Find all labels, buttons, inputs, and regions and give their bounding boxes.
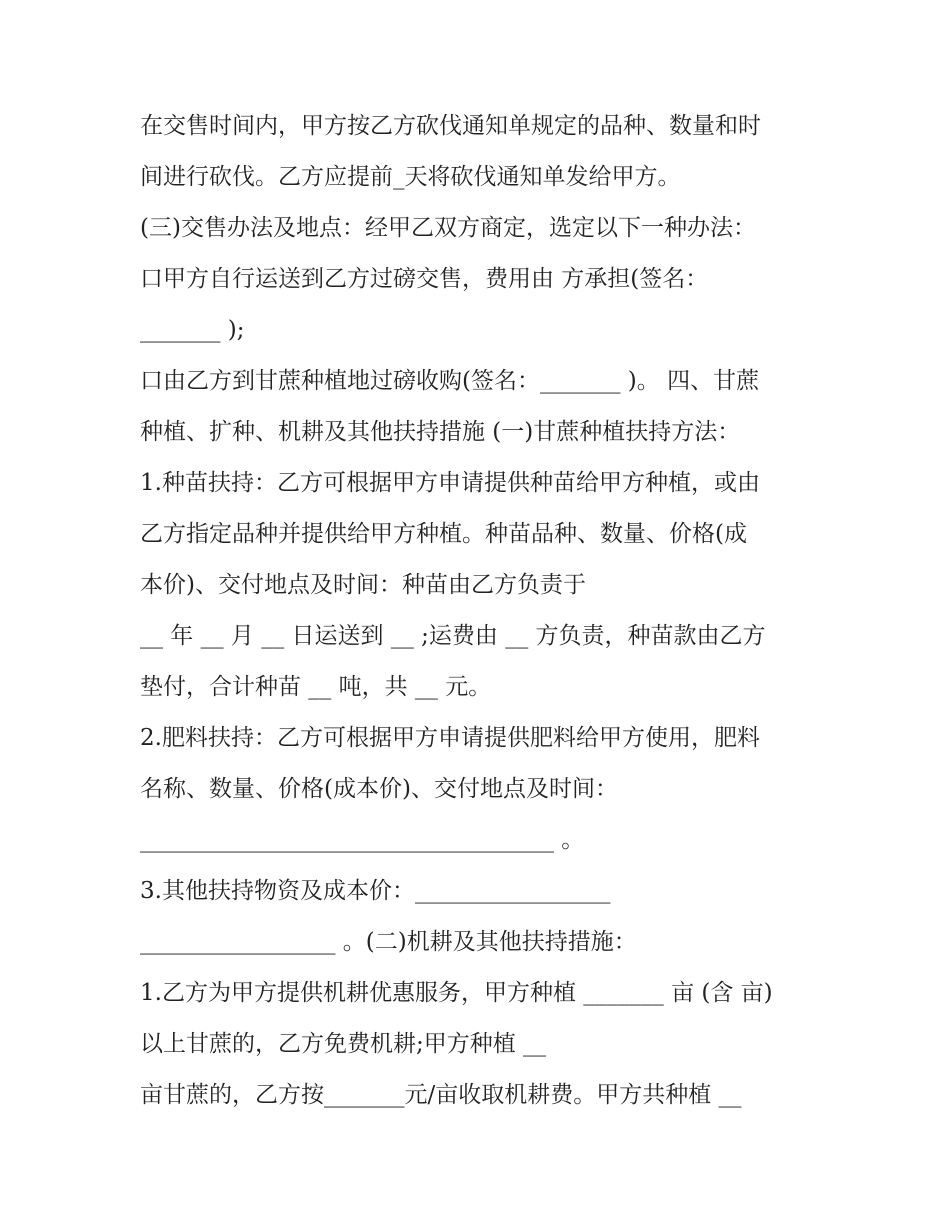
paragraph-line-16: 3.其他扶持物资及成本价：_________________	[140, 878, 611, 904]
paragraph-line-1: 在交售时间内，甲方按乙方砍伐通知单规定的品种、数量和时	[140, 113, 761, 139]
paragraph-line-14: 名称、数量、价格(成本价)、交付地点及时间：	[140, 776, 618, 802]
paragraph-line-4: 口甲方自行运送到乙方过磅交售，费用由 方承担(签名：	[140, 266, 709, 292]
paragraph-line-20: 亩甘蔗的，乙方按_______元/亩收取机耕费。甲方共种植 __	[140, 1082, 742, 1108]
paragraph-line-17: _________________ 。(二)机耕及其他扶持措施：	[140, 929, 637, 955]
paragraph-line-19: 以上甘蔗的，乙方免费机耕;甲方种植 __	[140, 1031, 547, 1057]
paragraph-line-9: 乙方指定品种并提供给甲方种植。种苗品种、数量、价格(成	[140, 521, 747, 547]
paragraph-line-13: 2.肥料扶持：乙方可根据甲方申请提供肥料给甲方使用，肥料	[140, 725, 760, 751]
paragraph-line-12: 垫付，合计种苗 __ 吨，共 __ 元。	[140, 674, 492, 700]
paragraph-line-5: _______ );	[140, 317, 245, 343]
paragraph-line-7: 种植、扩种、机耕及其他扶持措施 (一)甘蔗种植扶持方法：	[140, 419, 741, 445]
paragraph-line-11: __ 年 __ 月 __ 日运送到 __ ;运费由 __ 方负责，种苗款由乙方	[140, 623, 766, 649]
paragraph-line-18: 1.乙方为甲方提供机耕优惠服务，甲方种植 _______ 亩 (含 亩)	[140, 980, 773, 1006]
document-body	[140, 101, 840, 1121]
paragraph-line-15: ____________________________________ 。	[140, 827, 585, 853]
paragraph-line-10: 本价)、交付地点及时间：种苗由乙方负责于	[140, 572, 586, 598]
paragraph-line-3: (三)交售办法及地点：经甲乙双方商定，选定以下一种办法：	[140, 215, 756, 241]
paragraph-line-2: 间进行砍伐。乙方应提前_天将砍伐通知单发给甲方。	[140, 164, 681, 190]
paragraph-line-8: 1.种苗扶持：乙方可根据甲方申请提供种苗给甲方种植，或由	[140, 470, 760, 496]
paragraph-line-6: 口由乙方到甘蔗种植地过磅收购(签名：_______ )。 四、甘蔗	[140, 368, 760, 394]
